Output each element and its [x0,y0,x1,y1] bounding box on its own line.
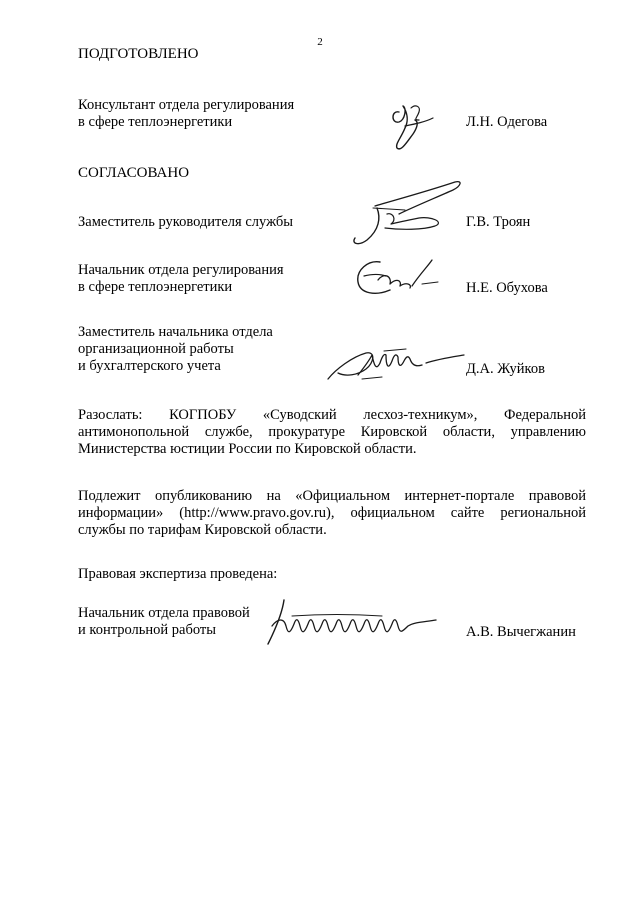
position-line: Консультант отдела регулирования [78,97,295,113]
paragraph-line: антимонопольной службе, прокуратуре Кировской области, управлению [78,424,586,440]
signature-troyan [345,178,470,250]
position-line: в сфере теплоэнергетики [78,279,233,295]
publication-paragraph [78,488,586,539]
legal-review-name: А.В. Вычегжанин [466,624,576,640]
signer-2-name: Н.Е. Обухова [466,280,548,296]
paragraph-line: Министерства юстиции России по Кировской области. [78,441,417,457]
position-line: и бухгалтерского учета [78,358,221,374]
signer-3-name: Д.А. Жуйков [466,361,545,377]
position-line: в сфере теплоэнергетики [78,114,233,130]
position-line: Заместитель руководителя службы [78,214,294,230]
signature-odegova [385,98,445,156]
signer-1-name: Г.В. Троян [466,214,531,230]
distribution-paragraph [78,407,586,458]
position-line: и контрольной работы [78,622,216,638]
paragraph-line: информации» (http://www.pravo.gov.ru), официальном сайте региональной [78,505,586,521]
signature-vychegzhanin [262,596,442,648]
paragraph-line: Подлежит опубликованию на «Официальном интернет-портале правовой [78,488,586,504]
prepared-heading: ПОДГОТОВЛЕНО [78,46,199,62]
signature-obukhova [350,254,445,300]
agreed-heading: СОГЛАСОВАНО [78,165,190,181]
prepared-position [78,97,328,131]
signer-1-position [78,214,328,231]
legal-review-text: Правовая экспертиза проведена: [78,566,278,582]
position-line: организационной работы [78,341,234,357]
paragraph-line: Разослать: КОГПОБУ «Суводский лесхоз-техникум», Федеральной [78,407,586,423]
paragraph-line: службы по тарифам Кировской области. [78,522,327,538]
page-number: 2 [317,36,323,48]
position-line: Начальник отдела правовой [78,605,250,621]
signer-2-position [78,262,328,296]
signer-3-position [78,324,328,375]
position-line: Заместитель начальника отдела [78,324,273,340]
position-line: Начальник отдела регулирования [78,262,284,278]
prepared-name: Л.Н. Одегова [466,114,548,130]
signature-zhuikov [322,343,470,385]
